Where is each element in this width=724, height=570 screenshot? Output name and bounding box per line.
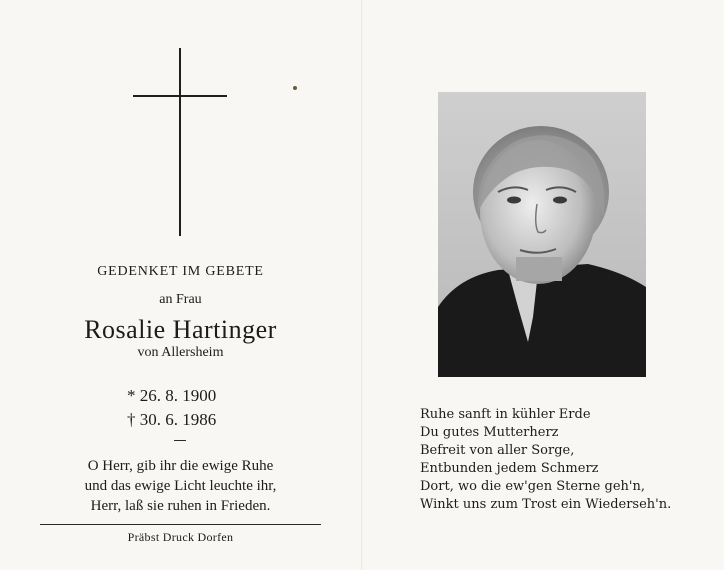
name-prefix: an Frau <box>159 292 202 307</box>
cross-icon-bar <box>133 95 227 97</box>
card-fold <box>361 0 363 570</box>
prayer-line: O Herr, gib ihr die ewige Ruhe <box>87 458 274 474</box>
prayer-line: und das ewige Licht leuchte ihr, <box>84 478 277 494</box>
footer-rule <box>40 524 321 525</box>
cross-icon <box>179 48 181 236</box>
death-date: † 30. 6. 1986 <box>127 410 217 429</box>
separator-dash <box>174 440 186 441</box>
life-dates <box>127 384 216 432</box>
portrait-image <box>438 92 646 377</box>
poem-line: Ruhe sanft in kühler Erde <box>420 407 591 422</box>
deceased-name: Rosalie Hartinger <box>84 315 277 344</box>
poem-line: Dort, wo die ew'gen Sterne geh'n, <box>420 479 645 494</box>
poem <box>420 406 671 514</box>
left-panel <box>0 0 361 570</box>
poem-line: Entbunden jedem Schmerz <box>420 461 599 476</box>
prayer-text <box>0 456 361 516</box>
memorial-heading: GEDENKET IM GEBETE <box>97 264 264 279</box>
portrait-photo <box>438 92 646 377</box>
poem-line: Du gutes Mutterherz <box>420 425 559 440</box>
poem-line: Befreit von aller Sorge, <box>420 443 575 458</box>
printer-credit: Präbst Druck Dorfen <box>127 530 234 544</box>
birth-date: * 26. 8. 1900 <box>127 386 217 405</box>
paper-speck <box>293 86 297 90</box>
poem-line: Winkt uns zum Trost ein Wiederseh'n. <box>420 497 672 512</box>
prayer-line: Herr, laß sie ruhen in Frieden. <box>90 498 271 514</box>
origin-place: von Allersheim <box>137 345 224 360</box>
